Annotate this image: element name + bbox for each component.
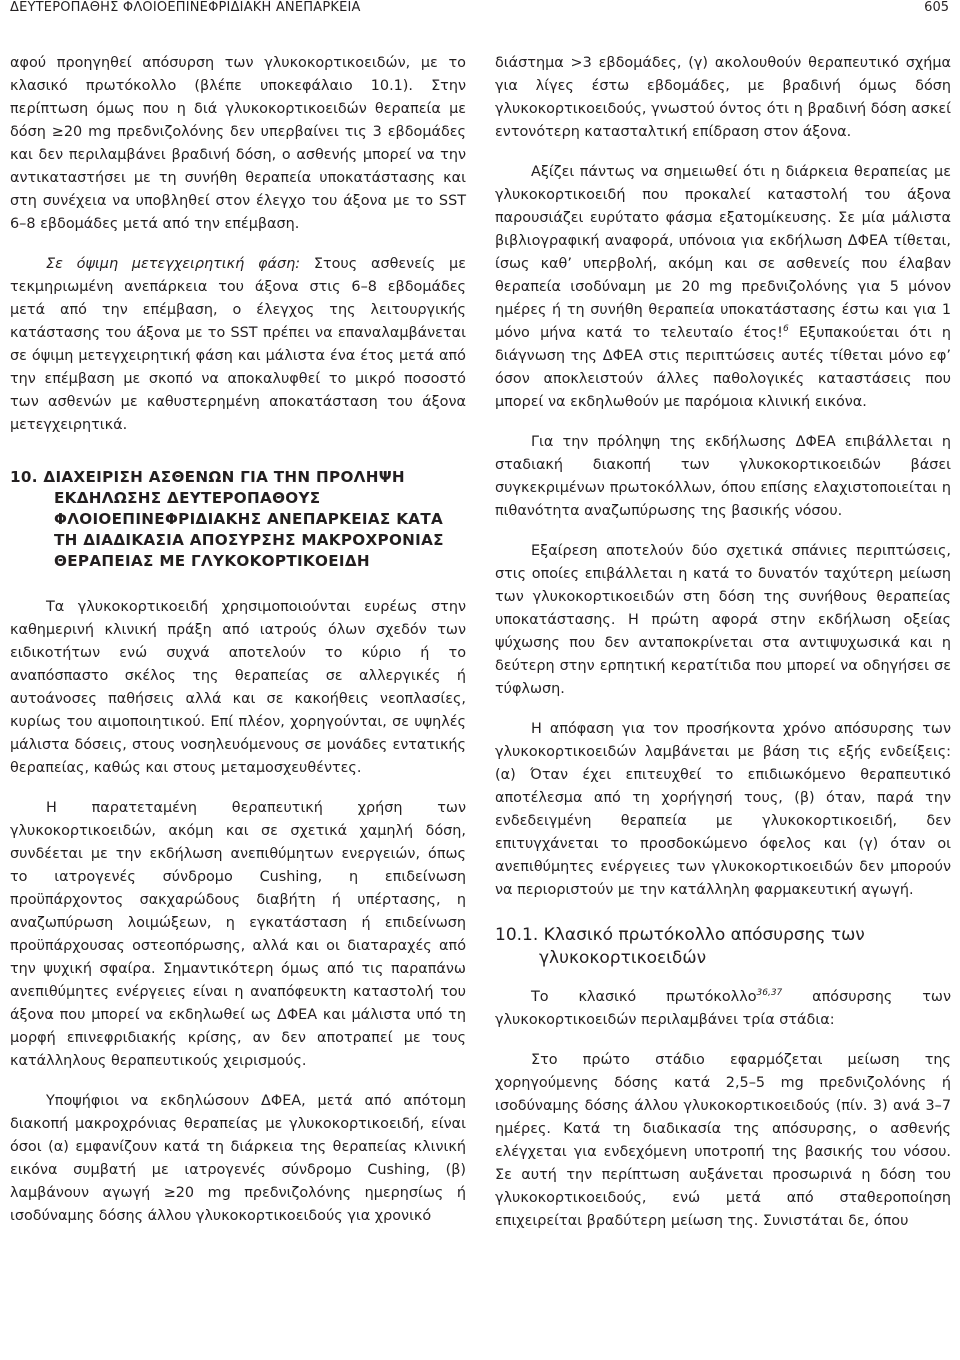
page-number: 605 [924,0,949,15]
subsection-heading-10-1: 10.1. Κλασικό πρωτόκολλο απόσυρσης των γλυκοκορτικοειδών [495,925,865,968]
left-column [10,52,466,1245]
paragraph-text: Στους ασθενείς με τεκμηριωμένη ανεπάρκεια του άξονα στις 6–8 εβδομάδες μετά από την επέμβαση, ο έλεγχος της λειτουργικής κατάστασης του άξονα με το SST πρέπει να επαναλαμβάνεται σε όψιμη μετεγχειρητική φάση και μάλιστα ένα έτος μετά από την επέμβαση με σκοπό να αποκαλυφθεί το μικρό ποσοστό των ασθενών με καθυστερημένη αποκατάσταση του άξονα μετεγχειρητικά. [10,256,466,433]
paragraph-withdrawal-decision: Η απόφαση για τον προσήκοντα χρόνο απόσυρσης των γλυκοκορτικοειδών λαμβάνεται με βάση τις εξής ενδείξεις: (α) Όταν έχει επιτευχθεί το επιδιωκόμενο θεραπευτικό αποτέλεσμα από τη χορήγησή τους, (β) όταν, παρά την ενδεδειγμένη θεραπεία με γλυκοκορτικοειδή, δεν επιτυγχάνεται το προσδοκώμενο όφελος και (γ) όταν οι ανεπιθύμητες ενέργειες των γλυκοκορτικοειδών δεν μπορούν να περιοριστούν με την κατάλληλη φαρμακευτική αγωγή. [495,721,951,898]
paragraph-late-postoperative [10,253,466,437]
paragraph-duration-variability [495,161,951,414]
paragraph-continuation: διάστημα >3 εβδομάδες, (γ) ακολουθούν θεραπευτικό σχήμα για λίγες έστω εβδομάδες, με βραδινή όμως δόση γλυκοκορτικοειδούς, γνωστού όντος ότι η βραδινή δόση ασκεί εντονότερη κατασταλτική επίδραση στον άξονα. [495,55,951,140]
running-head-title: ΔΕΥΤΕΡΟΠΑΘΗΣ ΦΛΟΙΟΕΠΙΝΕΦΡΙΔΙΑΚΗ ΑΝΕΠΑΡΚΕΙΑ [10,0,361,15]
citation-superscript: 36,37 [756,988,783,998]
paragraph-candidates: Υποψήφιοι να εκδηλώσουν ΔΦΕΑ, μετά από απότομη διακοπή μακροχρόνιας θεραπείας με γλυκοκορτικοειδή, είναι όσοι (α) εμφανίζουν κατά τη διάρκεια της θεραπείας κλινική εικόνα συμβατή με ιατρογενές σύνδρομο Cushing, (β) λαμβάνουν αγωγή ≥20 mg πρεδνιζολόνης ημερησίως ή ισοδύναμης δόσης άλλου γλυκοκορτικοειδούς για χρονικό [10,1093,466,1224]
paragraph-glucocorticoid-use: Τα γλυκοκορτικοειδή χρησιμοποιούνται ευρέως στην καθημερινή κλινική πράξη από ιατρούς όλων σχεδόν των ειδικοτήτων ενώ συχνά αποτελούν το κύριο ή το αναπόσπαστο σκέλος της θεραπείας σε αλλεργικές ή αυτοάνοσες παθήσεις αλλά και σε κακοήθεις νεοπλασίες, κυρίως του αιμοποιητικού. Επί πλέον, χορηγούνται, σε υψηλές μάλιστα δόσεις, στους νοσηλευόμενους σε μονάδες εντατικής θεραπείας, καθώς και στους μεταμοσχευθέντες. [10,599,466,776]
paragraph-prevention: Για την πρόληψη της εκδήλωσης ΔΦΕΑ επιβάλλεται η σταδιακή διακοπή των γλυκοκορτικοειδών βάσει συγκεκριμένων πρωτοκόλλων, όπου επίσης ελαχιστοποιείται η πιθανότητα αναζωπύρωσης της βασικής νόσου. [495,434,951,519]
paragraph-continuation: αφού προηγηθεί απόσυρση των γλυκοκορτικοειδών, με το κλασικό πρωτόκολλο (βλέπε υποκεφάλαιο 10.1). Στην περίπτωση όμως που η διά γλυκοκορτικοειδών θεραπεία με δόση ≥20 mg πρεδνιζολόνης δεν υπερβαίνει τις 3 εβδομάδες και δεν περιλαμβάνει βραδινή δόση, ο ασθενής μπορεί να την αντικαταστήσει με τη συνήθη θεραπεία υποκατάστασης και στη συνέχεια να υποβληθεί στον έλεγχο του άξονα με το SST 6–8 εβδομάδες μετά από την επέμβαση. [10,55,466,232]
paragraph-text: απόσυρσης των γλυκοκορτικοειδών περιλαμβάνει τρία στάδια: [495,989,951,1028]
paragraph-text: Αξίζει πάντως να σημειωθεί ότι η διάρκεια θεραπείας με γλυκοκορτικοειδή που προκαλεί καταστολή του άξονα παρουσιάζει ευρύτατο φάσμα εξατομίκευσης. Σε μία μάλιστα βιβλιογραφική αναφορά, υπόνοια για εκδήλωση ΔΦΕΑ τίθεται, ίσως καθ’ υπερβολή, ακόμη και σε ασθενείς που έλαβαν θεραπεία ισοδύναμη με 20 mg πρεδνιζολόνης για 5 μόνον ημέρες ή τη συνήθη θεραπεία υποκατάστασης έστω και για 1 μόνο μήνα κατά το τελευταίο έτος! [495,164,951,341]
paragraph-text: Εξυπακούεται ότι η διάγνωση της ΔΦΕΑ στις περιπτώσεις αυτές τίθεται μόνο εφ’ όσον αποκλειστούν άλλες παθολογικές καταστάσεις που μπορεί να εκδηλωθούν με παρόμοια κλινική εικόνα. [495,325,951,410]
run-in-heading: Σε όψιμη μετεγχειρητική φάση: [46,256,301,272]
paragraph-protocol-intro [495,986,951,1032]
section-heading-10: 10. ΔΙΑΧΕΙΡΙΣΗ ΑΣΘΕΝΩΝ ΓΙΑ ΤΗΝ ΠΡΟΛΗΨΗ ΕΚΔΗΛΩΣΗΣ ΔΕΥΤΕΡΟΠΑΘΟΥΣ ΦΛΟΙΟΕΠΙΝΕΦΡΙΔΙΑΚΗΣ ΑΝΕΠΑΡΚΕΙΑΣ ΚΑΤΑ ΤΗ ΔΙΑΔΙΚΑΣΙΑ ΑΠΟΣΥΡΣΗΣ ΜΑΚΡΟΧΡΟΝΙΑΣ ΘΕΡΑΠΕΙΑΣ ΜΕ ΓΛΥΚΟΚΟΡΤΙΚΟΕΙΔΗ [10,468,444,570]
paragraph-exceptions: Εξαίρεση αποτελούν δύο σχετικά σπάνιες περιπτώσεις, στις οποίες επιβάλλεται η κατά το δυνατόν ταχύτερη μείωση των γλυκοκορτικοειδών στη δόση της συνήθους θεραπείας υποκατάστασης. Η πρώτη αφορά στην εκδήλωση οξείας ψύχωσης που δεν ανταποκρίνεται στα αντιψυχωσικά και η δεύτερη στην ερπητική κερατίτιδα που μπορεί να οδηγήσει σε τύφλωση. [495,543,951,697]
paragraph-text: Το κλασικό πρωτόκολλο [531,989,757,1005]
paragraph-first-stage: Στο πρώτο στάδιο εφαρμόζεται μείωση της χορηγούμενης δόσης κατά 2,5–5 mg πρεδνιζολόνης ή ισοδύναμης δόσης άλλου γλυκοκορτικοειδούς (πίν. 3) ανά 3–7 ημέρες. Κατά τη διαδικασία της απόσυρσης, ο ασθενής ελέγχεται για ενδεχόμενη υποτροπή της βασικής του νόσου. Σε αυτή την περίπτωση αυξάνεται προσωρινά η δόση του γλυκοκορτικοειδούς, ενώ μετά από σταθεροποίηση επιχειρείται βραδύτερη μείωση της. Συνιστάται δε, όπου [495,1052,951,1229]
paragraph-adverse-effects: Η παρατεταμένη θεραπευτική χρήση των γλυκοκορτικοειδών, ακόμη και σε σχετικά χαμηλή δόση, συνδέεται με την εκδήλωση ανεπιθύμητων ενεργειών, όπως το ιατρογενές σύνδρομο Cushing, η επιδείνωση προϋπάρχοντος σακχαρώδους διαβήτη ή υπέρτασης, η αναζωπύρωση λοιμώξεων, η εγκατάσταση ή επιδείνωση προϋπάρχουσας οστεοπόρωσης, αλλά και οι διαταραχές από την ψυχική σφαίρα. Σημαντικότερη όμως από τις παραπάνω ανεπιθύμητες ενέργειες είναι η αναπόφευκτη καταστολή του άξονα που μπορεί να εκδηλωθεί ως ΔΦΕΑ και μάλιστα υπό τη μορφή επινεφριδιακής κρίσης, αν δεν αποτραπεί με τους κατάλληλους θεραπευτικούς χειρισμούς. [10,800,466,1069]
right-column [495,52,951,1250]
citation-superscript: 6 [782,324,789,334]
